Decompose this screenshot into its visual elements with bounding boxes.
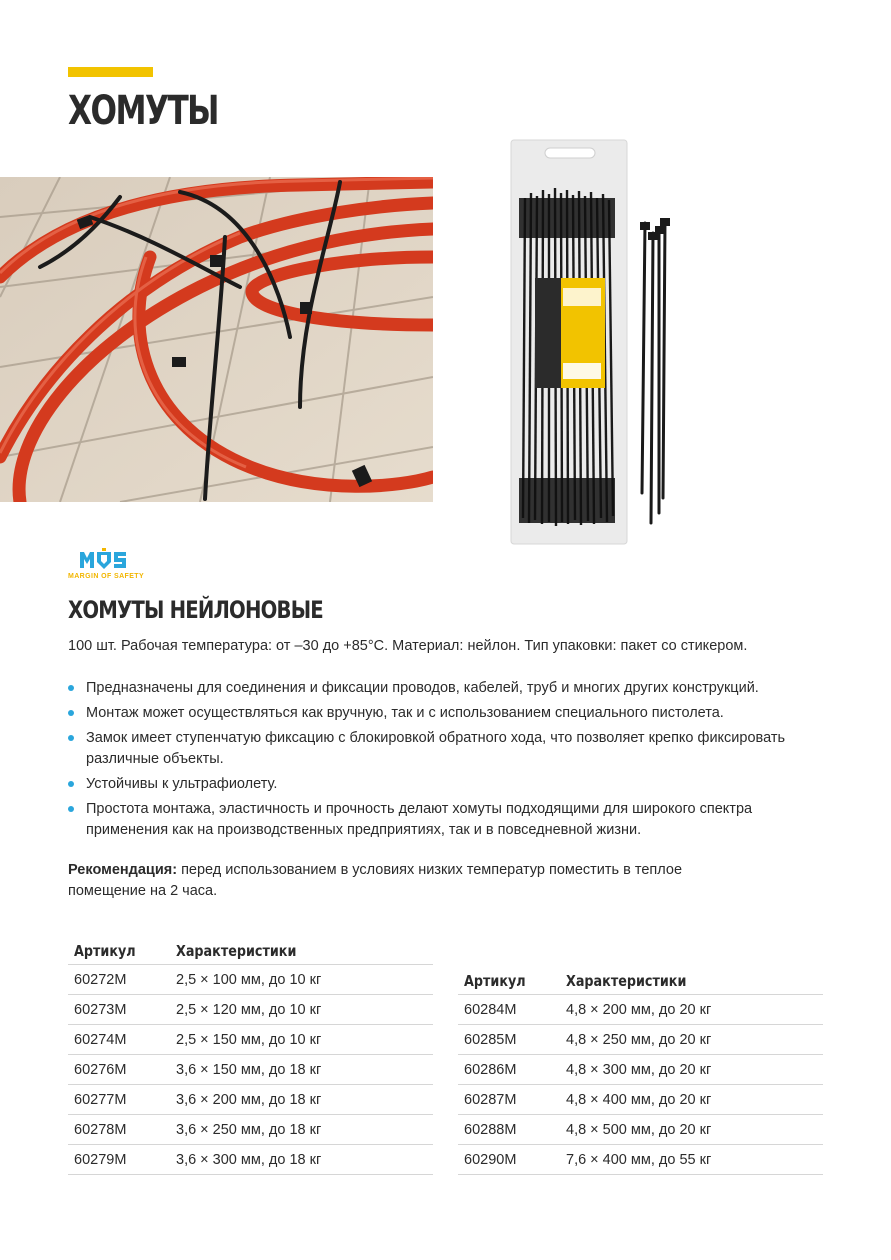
product-package-image (505, 138, 675, 548)
specs-cell: 3,6 × 150 мм, до 18 кг (170, 1055, 433, 1085)
page-title: ХОМУТЫ (68, 88, 218, 134)
table-row (458, 1145, 823, 1175)
feature-list (68, 678, 838, 845)
article-cell: 60288M (458, 1115, 560, 1145)
list-item: Замок имеет ступенчатую фиксацию с блокировкой обратного хода, что позволяет крепко фиксировать различные объекты. (68, 728, 838, 770)
specs-cell: 7,6 × 400 мм, до 55 кг (560, 1145, 823, 1175)
specs-cell: 4,8 × 200 мм, до 20 кг (560, 995, 823, 1025)
bullet-icon (68, 710, 74, 716)
specs-cell: 2,5 × 100 мм, до 10 кг (170, 965, 433, 995)
table-row (458, 1025, 823, 1055)
product-summary: 100 шт. Рабочая температура: от –30 до +85°С. Материал: нейлон. Тип упаковки: пакет со стикером. (68, 638, 748, 654)
specs-cell: 3,6 × 250 мм, до 18 кг (170, 1115, 433, 1145)
specs-cell: 3,6 × 200 мм, до 18 кг (170, 1085, 433, 1115)
table-row (68, 1085, 433, 1115)
article-cell: 60286M (458, 1055, 560, 1085)
specs-cell: 2,5 × 150 мм, до 10 кг (170, 1025, 433, 1055)
specs-cell: 4,8 × 300 мм, до 20 кг (560, 1055, 823, 1085)
article-cell: 60284M (458, 995, 560, 1025)
article-cell: 60279M (68, 1145, 170, 1175)
list-item: Предназначены для соединения и фиксации проводов, кабелей, труб и многих других конструкций. (68, 678, 838, 699)
article-cell: 60277M (68, 1085, 170, 1115)
table-row (458, 1085, 823, 1115)
list-item: Устойчивы к ультрафиолету. (68, 774, 838, 795)
column-header-article: Артикул (74, 942, 136, 960)
table-row (68, 995, 433, 1025)
table-row (458, 1115, 823, 1145)
article-cell: 60287M (458, 1085, 560, 1115)
specs-cell: 4,8 × 250 мм, до 20 кг (560, 1025, 823, 1055)
specs-cell: 4,8 × 500 мм, до 20 кг (560, 1115, 823, 1145)
recommendation-label: Рекомендация: (68, 862, 178, 878)
table-row (68, 1145, 433, 1175)
article-cell: 60290M (458, 1145, 560, 1175)
specs-cell: 3,6 × 300 мм, до 18 кг (170, 1145, 433, 1175)
bullet-icon (68, 781, 74, 787)
column-header-specs: Характеристики (176, 942, 297, 960)
table-row (458, 1055, 823, 1085)
bullet-icon (68, 685, 74, 691)
column-header-article: Артикул (464, 972, 526, 990)
table-row (458, 995, 823, 1025)
bullet-icon (68, 735, 74, 741)
list-item: Простота монтажа, эластичность и прочность делают хомуты подходящими для широкого спектра применения как на производственных предприятиях, так и в повседневной жизни. (68, 799, 838, 841)
accent-bar (68, 67, 153, 77)
product-photo (0, 177, 433, 502)
specs-cell: 4,8 × 400 мм, до 20 кг (560, 1085, 823, 1115)
table-row (68, 1055, 433, 1085)
article-cell: 60273M (68, 995, 170, 1025)
product-title: ХОМУТЫ НЕЙЛОНОВЫЕ (68, 596, 323, 624)
spec-table-left (68, 934, 433, 1175)
table-row (68, 965, 433, 995)
column-header-specs: Характеристики (566, 972, 687, 990)
recommendation (68, 860, 728, 902)
table-row (68, 1025, 433, 1055)
table-row (68, 1115, 433, 1145)
article-cell: 60278M (68, 1115, 170, 1145)
article-cell: 60274M (68, 1025, 170, 1055)
list-item: Монтаж может осуществляться как вручную, так и с использованием специального пистолета. (68, 703, 838, 724)
brand-tagline: MARGIN OF SAFETY (68, 573, 145, 580)
specs-cell: 2,5 × 120 мм, до 10 кг (170, 995, 433, 1025)
article-cell: 60276M (68, 1055, 170, 1085)
bullet-icon (68, 806, 74, 812)
spec-table-right (458, 964, 823, 1175)
article-cell: 60285M (458, 1025, 560, 1055)
recommendation-text: перед использованием в условиях низких температур поместить в теплое помещение на 2 часа. (68, 862, 683, 899)
article-cell: 60272M (68, 965, 170, 995)
